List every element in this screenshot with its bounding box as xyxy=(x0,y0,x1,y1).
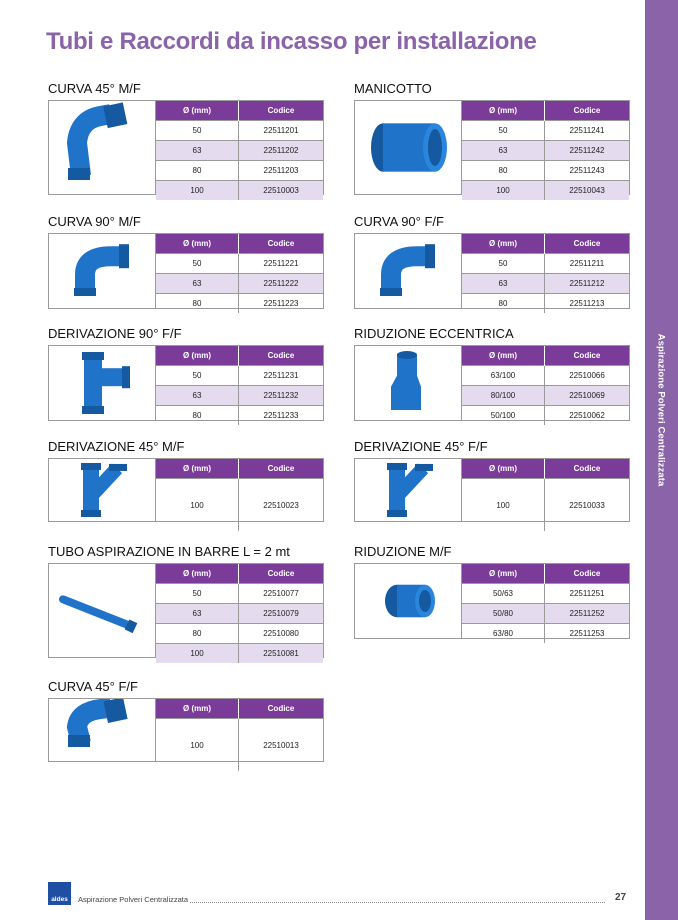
diameter-cell: 100 xyxy=(462,181,545,201)
product-section-manicotto xyxy=(354,80,630,195)
product-section-derivazione-45-ff xyxy=(354,438,630,522)
code-cell: 22511202 xyxy=(239,141,324,161)
code-cell: 22511233 xyxy=(239,406,324,426)
code-table xyxy=(156,459,323,531)
elbow-45-icon xyxy=(49,101,155,194)
table-header-row xyxy=(156,564,323,584)
wye-45-icon xyxy=(49,459,155,521)
product-card xyxy=(48,698,324,762)
code-header: Codice xyxy=(239,459,324,479)
diameter-cell: 63 xyxy=(156,604,239,624)
diameter-cell: 100 xyxy=(462,479,545,532)
product-image xyxy=(355,234,462,308)
diameter-header: Ø (mm) xyxy=(156,101,239,121)
code-table xyxy=(462,459,629,531)
side-tab-label: Aspirazione Polveri Centralizzata xyxy=(655,333,667,487)
code-header: Codice xyxy=(545,459,630,479)
product-card xyxy=(354,233,630,309)
code-cell: 22511242 xyxy=(545,141,630,161)
table-row xyxy=(156,181,323,201)
table-row xyxy=(462,254,629,274)
section-title: DERIVAZIONE 45° M/F xyxy=(48,439,185,454)
table-row xyxy=(156,604,323,624)
product-image xyxy=(49,346,156,420)
table-row xyxy=(156,254,323,274)
code-cell: 22511253 xyxy=(545,624,630,644)
code-cell: 22511203 xyxy=(239,161,324,181)
product-image xyxy=(355,564,462,638)
code-table xyxy=(156,699,323,771)
section-title: TUBO ASPIRAZIONE IN BARRE L = 2 mt xyxy=(48,544,290,559)
code-cell: 22510077 xyxy=(239,584,324,604)
product-card xyxy=(354,458,630,522)
code-header: Codice xyxy=(545,564,630,584)
code-cell: 22511251 xyxy=(545,584,630,604)
code-cell: 22510043 xyxy=(545,181,630,201)
table-row xyxy=(156,719,323,772)
section-title: CURVA 45° M/F xyxy=(48,81,141,96)
table-row xyxy=(462,294,629,314)
sleeve-icon xyxy=(355,101,461,194)
section-title: CURVA 90° M/F xyxy=(48,214,141,229)
table-row xyxy=(156,366,323,386)
product-card xyxy=(48,458,324,522)
table-row xyxy=(156,161,323,181)
diameter-cell: 50 xyxy=(462,121,545,141)
diameter-cell: 100 xyxy=(156,479,239,532)
product-section-riduzione-eccentrica xyxy=(354,325,630,421)
section-title: RIDUZIONE M/F xyxy=(354,544,452,559)
product-card xyxy=(354,345,630,421)
code-cell: 22510080 xyxy=(239,624,324,644)
code-header: Codice xyxy=(545,234,630,254)
diameter-cell: 80 xyxy=(462,294,545,314)
diameter-cell: 80/100 xyxy=(462,386,545,406)
code-cell: 22511211 xyxy=(545,254,630,274)
product-section-curva-45-mf xyxy=(48,80,324,195)
diameter-cell: 80 xyxy=(462,161,545,181)
code-header: Codice xyxy=(239,699,324,719)
table-row xyxy=(462,141,629,161)
table-row xyxy=(156,121,323,141)
diameter-cell: 80 xyxy=(156,294,239,314)
diameter-cell: 80 xyxy=(156,406,239,426)
wye-45-icon xyxy=(355,459,461,521)
footer-leader-dots xyxy=(190,902,605,903)
diameter-header: Ø (mm) xyxy=(462,564,545,584)
code-cell: 22511232 xyxy=(239,386,324,406)
diameter-cell: 50 xyxy=(156,366,239,386)
diameter-cell: 80 xyxy=(156,161,239,181)
code-header: Codice xyxy=(239,101,324,121)
code-table xyxy=(156,101,323,200)
product-image xyxy=(355,101,462,194)
code-cell: 22510066 xyxy=(545,366,630,386)
section-title: CURVA 90° F/F xyxy=(354,214,444,229)
code-header: Codice xyxy=(239,564,324,584)
diameter-cell: 50/80 xyxy=(462,604,545,624)
product-image xyxy=(49,234,156,308)
code-table xyxy=(462,346,629,425)
table-row xyxy=(156,406,323,426)
product-section-curva-90-mf xyxy=(48,213,324,309)
product-section-riduzione-mf xyxy=(354,543,630,639)
straight-pipe-icon xyxy=(49,564,155,657)
code-table xyxy=(462,101,629,200)
diameter-header: Ø (mm) xyxy=(156,564,239,584)
diameter-cell: 63 xyxy=(462,141,545,161)
code-cell: 22510003 xyxy=(239,181,324,201)
table-row xyxy=(462,624,629,644)
eccentric-reducer-icon xyxy=(355,346,461,420)
product-image xyxy=(355,459,462,521)
section-title: DERIVAZIONE 45° F/F xyxy=(354,439,488,454)
table-header-row xyxy=(156,459,323,479)
table-row xyxy=(462,181,629,201)
table-row xyxy=(462,121,629,141)
table-row xyxy=(462,161,629,181)
code-table xyxy=(156,564,323,663)
tee-90-icon xyxy=(49,346,155,420)
code-cell: 22510033 xyxy=(545,479,630,532)
code-header: Codice xyxy=(545,346,630,366)
diameter-cell: 63 xyxy=(462,274,545,294)
section-title: MANICOTTO xyxy=(354,81,432,96)
table-row xyxy=(462,274,629,294)
product-card xyxy=(48,563,324,658)
product-image xyxy=(49,699,156,761)
table-row xyxy=(156,386,323,406)
diameter-cell: 63 xyxy=(156,274,239,294)
diameter-header: Ø (mm) xyxy=(462,101,545,121)
diameter-header: Ø (mm) xyxy=(462,346,545,366)
table-row xyxy=(462,604,629,624)
diameter-cell: 100 xyxy=(156,719,239,772)
diameter-cell: 50/63 xyxy=(462,584,545,604)
table-header-row xyxy=(462,101,629,121)
code-table xyxy=(156,234,323,313)
code-cell: 22511201 xyxy=(239,121,324,141)
product-image xyxy=(49,459,156,521)
code-cell: 22510013 xyxy=(239,719,324,772)
code-header: Codice xyxy=(545,101,630,121)
elbow-45-icon xyxy=(49,699,155,761)
product-section-curva-90-ff xyxy=(354,213,630,309)
code-cell: 22510069 xyxy=(545,386,630,406)
diameter-header: Ø (mm) xyxy=(156,459,239,479)
diameter-header: Ø (mm) xyxy=(156,234,239,254)
product-card xyxy=(354,100,630,195)
diameter-header: Ø (mm) xyxy=(156,346,239,366)
table-header-row xyxy=(462,234,629,254)
table-row xyxy=(462,479,629,532)
code-cell: 22510062 xyxy=(545,406,630,426)
table-header-row xyxy=(156,699,323,719)
diameter-cell: 50 xyxy=(156,584,239,604)
table-row xyxy=(462,386,629,406)
product-section-derivazione-90-ff xyxy=(48,325,324,421)
code-cell: 22511223 xyxy=(239,294,324,314)
elbow-90-icon xyxy=(355,234,461,308)
page-title: Tubi e Raccordi da incasso per installazione xyxy=(46,28,537,55)
table-header-row xyxy=(156,346,323,366)
brand-logo: aldes xyxy=(48,882,71,905)
diameter-cell: 50 xyxy=(462,254,545,274)
product-card xyxy=(48,233,324,309)
table-row xyxy=(462,406,629,426)
code-header: Codice xyxy=(239,234,324,254)
section-title: RIDUZIONE ECCENTRICA xyxy=(354,326,514,341)
product-section-tubo-barre xyxy=(48,543,324,658)
code-cell: 22511252 xyxy=(545,604,630,624)
table-row xyxy=(156,141,323,161)
diameter-cell: 50 xyxy=(156,254,239,274)
diameter-cell: 50 xyxy=(156,121,239,141)
table-row xyxy=(156,479,323,532)
diameter-cell: 50/100 xyxy=(462,406,545,426)
diameter-header: Ø (mm) xyxy=(156,699,239,719)
code-header: Codice xyxy=(239,346,324,366)
table-header-row xyxy=(156,101,323,121)
code-cell: 22511213 xyxy=(545,294,630,314)
diameter-cell: 100 xyxy=(156,181,239,201)
product-section-curva-45-ff xyxy=(48,678,324,762)
diameter-cell: 63 xyxy=(156,386,239,406)
page-number: 27 xyxy=(615,892,627,903)
diameter-header: Ø (mm) xyxy=(462,234,545,254)
reducer-ring-icon xyxy=(355,564,461,638)
code-cell: 22510079 xyxy=(239,604,324,624)
diameter-cell: 63/100 xyxy=(462,366,545,386)
code-cell: 22511222 xyxy=(239,274,324,294)
code-cell: 22511231 xyxy=(239,366,324,386)
code-table xyxy=(156,346,323,425)
product-image xyxy=(355,346,462,420)
code-table xyxy=(462,234,629,313)
product-card xyxy=(48,345,324,421)
diameter-cell: 63 xyxy=(156,141,239,161)
diameter-cell: 80 xyxy=(156,624,239,644)
product-image xyxy=(49,101,156,194)
section-title: DERIVAZIONE 90° F/F xyxy=(48,326,182,341)
table-header-row xyxy=(462,346,629,366)
code-cell: 22511212 xyxy=(545,274,630,294)
table-header-row xyxy=(462,459,629,479)
footer-text: Aspirazione Polveri Centralizzata xyxy=(78,895,189,904)
diameter-header: Ø (mm) xyxy=(462,459,545,479)
table-header-row xyxy=(156,234,323,254)
table-row xyxy=(462,366,629,386)
diameter-cell: 100 xyxy=(156,644,239,664)
table-row xyxy=(156,294,323,314)
diameter-cell: 63/80 xyxy=(462,624,545,644)
table-row xyxy=(156,624,323,644)
code-cell: 22511221 xyxy=(239,254,324,274)
code-cell: 22511241 xyxy=(545,121,630,141)
product-section-derivazione-45-mf xyxy=(48,438,324,522)
code-cell: 22510023 xyxy=(239,479,324,532)
product-card xyxy=(48,100,324,195)
elbow-90-icon xyxy=(49,234,155,308)
table-row xyxy=(156,584,323,604)
product-card xyxy=(354,563,630,639)
table-row xyxy=(156,644,323,664)
product-image xyxy=(49,564,156,657)
table-row xyxy=(462,584,629,604)
section-title: CURVA 45° F/F xyxy=(48,679,138,694)
table-header-row xyxy=(462,564,629,584)
table-row xyxy=(156,274,323,294)
code-cell: 22511243 xyxy=(545,161,630,181)
code-table xyxy=(462,564,629,643)
code-cell: 22510081 xyxy=(239,644,324,664)
